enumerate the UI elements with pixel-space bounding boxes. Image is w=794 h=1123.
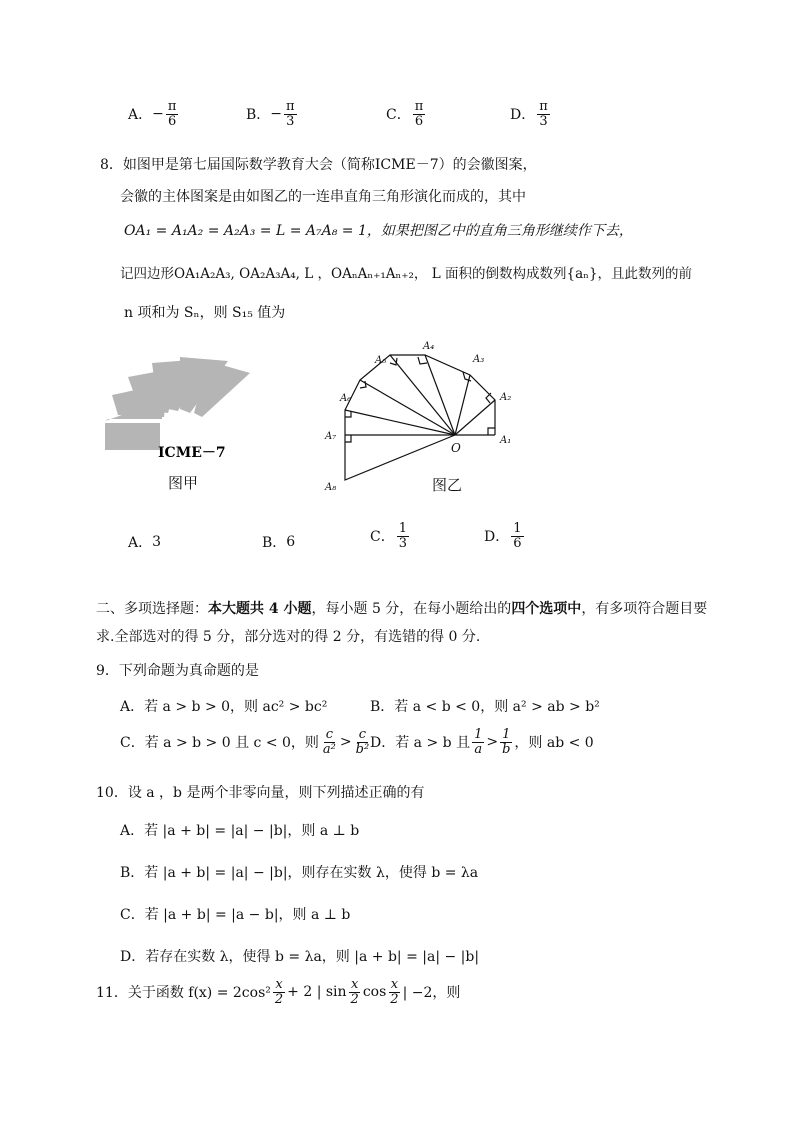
q8-option-d: D． $\frac{1}{6}$ bbox=[484, 521, 522, 551]
icme-logo-triangles bbox=[105, 357, 250, 450]
q8-line-2: 会徽的主体图案是由如图乙的一连串直角三角形演化而成的，其中 bbox=[120, 189, 526, 205]
q8-line-3: OA₁ = A₁A₂ = A₂A₃ = L = A₇A₈ = 1，如果把图乙中的直角三角形继续作下去， bbox=[124, 223, 633, 239]
q8-line-5: n 项和为 Sₙ，则 S₁₅ 值为 bbox=[124, 305, 286, 321]
q11-stem: 11．关于函数 f(x) = 2cos² $\frac{x}{2}$ + 2 | sin $\frac{x}{2}$ cos $\frac{x}{2}$ | −2，则 bbox=[96, 977, 461, 1007]
label-o: O bbox=[451, 441, 461, 455]
figure-yi-caption: 图乙 bbox=[432, 476, 463, 494]
q8-line-4: 记四边形OA₁A₂A₃, OA₂A₃A₄, L ，OAₙAₙ₊₁Aₙ₊₂， L 面积的倒数构成数列{aₙ}，且此数列的前 bbox=[120, 266, 693, 282]
q10-stem: 10．设 a ，b 是两个非零向量，则下列描述正确的有 bbox=[96, 785, 425, 801]
q9-option-b: B．若 a < b < 0，则 a² > ab > b² bbox=[370, 699, 600, 715]
spiral-triangles bbox=[345, 355, 495, 480]
q7-option-d: D． $\frac{\pi}{3}$ bbox=[510, 99, 548, 129]
q8-option-a: A． 3 bbox=[128, 534, 162, 551]
q10-option-b: B．若 |a + b| = |a| − |b|，则存在实数 λ，使得 b = λa bbox=[120, 865, 479, 881]
section2-line-2: 求.全部选对的得 5 分，部分选对的得 2 分，有选错的得 0 分. bbox=[96, 629, 481, 645]
q9-option-a: A．若 a > b > 0，则 ac² > bc² bbox=[120, 699, 328, 715]
q7-option-c: C． $\frac{\pi}{6}$ bbox=[386, 99, 424, 129]
label-a4: A₄ bbox=[423, 341, 435, 352]
q9-option-c: C．若 a > b > 0 且 c < 0，则 $\frac{c}{\text{a²}}$ > $\frac{c}{\text{b²}}$ bbox=[120, 727, 370, 757]
label-a8: A₈ bbox=[325, 482, 337, 493]
section2-line-1: 二、多项选择题：本大题共 4 小题，每小题 5 分，在每小题给出的四个选项中，有多项符合题目要 bbox=[96, 601, 708, 617]
label-a3: A₃ bbox=[473, 354, 485, 365]
label-a6: A₆ bbox=[340, 393, 352, 404]
q7-option-a: A． − $\frac{\pi}{6}$ bbox=[128, 99, 177, 129]
label-a2: A₂ bbox=[500, 392, 512, 403]
q8-option-b: B． 6 bbox=[262, 534, 296, 551]
q10-option-a: A．若 |a + b| = |a| − |b|，则 a ⊥ b bbox=[120, 823, 360, 839]
q9-stem: 9．下列命题为真命题的是 bbox=[96, 663, 259, 679]
q8-option-c: C． $\frac{1}{3}$ bbox=[370, 521, 407, 551]
figure-yi bbox=[320, 335, 530, 495]
q10-option-d: D．若存在实数 λ，使得 b = λa，则 |a + b| = |a| − |b| bbox=[120, 949, 480, 965]
label-a5: A₅ bbox=[375, 355, 387, 366]
q7-option-b: B． − $\frac{\pi}{3}$ bbox=[246, 99, 295, 129]
q8-line-1: 8．如图甲是第七届国际数学教育大会（简称ICME－7）的会徽图案， bbox=[100, 157, 537, 173]
label-a7: A₇ bbox=[325, 431, 337, 442]
q9-option-d: D．若 a > b 且 $\frac{1}{a}$ > $\frac{1}{b}$ ，则 ab < 0 bbox=[370, 727, 594, 757]
figure-jia-caption: 图甲 bbox=[168, 474, 199, 492]
label-a1: A₁ bbox=[500, 435, 512, 446]
icme-label: ICME－7 bbox=[158, 445, 226, 461]
q10-option-c: C．若 |a + b| = |a − b|，则 a ⊥ b bbox=[120, 907, 351, 923]
